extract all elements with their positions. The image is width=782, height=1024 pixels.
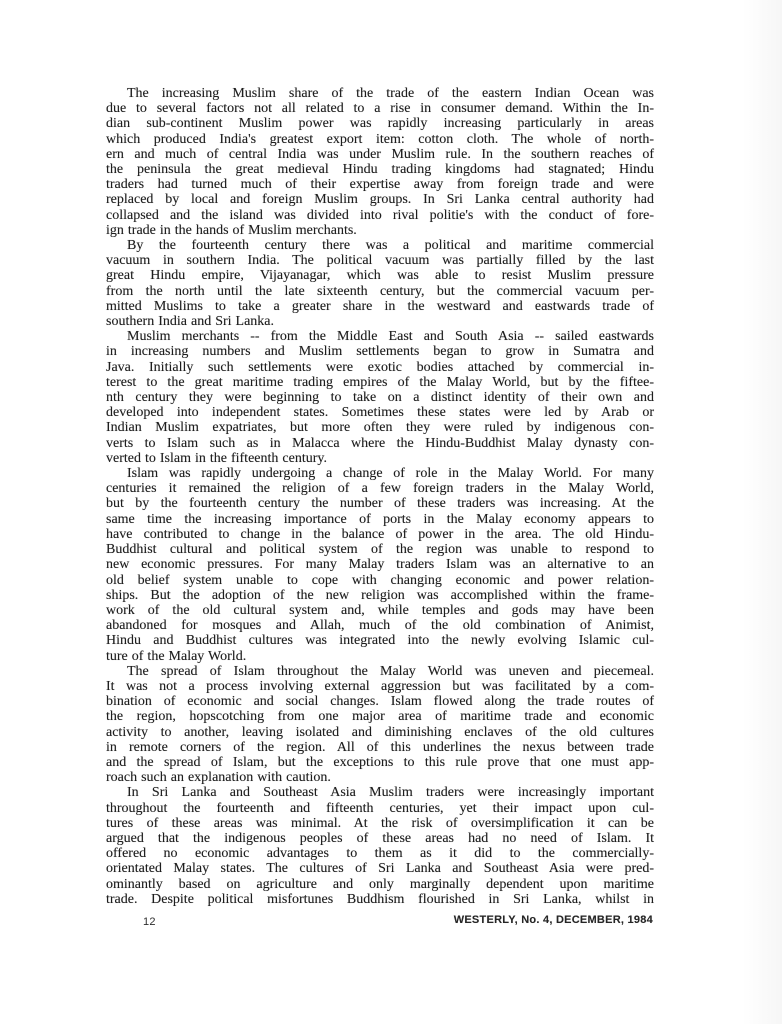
text-line: collapsed and the island was divided into rival politie's with the conduct of fore- <box>106 207 654 223</box>
text-line: Muslim merchants -- from the Middle East and South Asia -- sailed eastwards <box>127 329 654 345</box>
text-line: ominantly based on agriculture and only marginally dependent upon maritime <box>106 876 654 892</box>
text-line: offered no economic advantages to them as it did to the commercially- <box>106 846 654 862</box>
text-line: have contributed to change in the balance of power in the area. The old Hindu- <box>106 526 654 542</box>
text-line: ern and much of central India was under Muslim rule. In the southern reaches of <box>106 146 654 162</box>
text-line: developed into independent states. Sometimes these states were led by Arab or <box>106 405 654 421</box>
paragraph <box>106 86 654 238</box>
text-line: and the spread of Islam, but the exceptions to this rule prove that one must app- <box>106 754 654 770</box>
text-line: old belief system unable to cope with changing economic and power relation- <box>106 572 654 588</box>
text-line: which produced India's greatest export item: cotton cloth. The whole of north- <box>106 131 654 147</box>
text-line: roach such an explanation with caution. <box>106 770 331 786</box>
text-line: in remote corners of the region. All of this underlines the nexus between trade <box>106 739 654 755</box>
text-line: tures of these areas was minimal. At the risk of oversimplification it can be <box>106 815 654 831</box>
paragraph <box>106 664 654 786</box>
text-line: nth century they were beginning to take on a distinct identity of their own and <box>106 390 654 406</box>
scan-edge-artifact <box>742 0 782 1024</box>
text-line: The spread of Islam throughout the Malay World was uneven and piecemeal. <box>127 663 654 679</box>
text-line: verted to Islam in the fifteenth century. <box>106 450 327 466</box>
text-line: vacuum in southern India. The political vacuum was partially filled by the last <box>106 253 654 269</box>
text-line: the peninsula the great medieval Hindu trading kingdoms had stagnated; Hindu <box>106 162 654 178</box>
text-line: ships. But the adoption of the new religion was accomplished within the frame- <box>106 587 654 603</box>
text-line: in increasing numbers and Muslim settlements began to grow in Sumatra and <box>106 344 654 360</box>
body-text <box>106 86 654 907</box>
text-line: ture of the Malay World. <box>106 648 247 664</box>
text-line: but by the fourteenth century the number of these traders was increasing. At the <box>106 496 654 512</box>
paragraph <box>106 785 654 907</box>
text-line: mitted Muslims to take a greater share in the westward and eastwards trade of <box>106 298 654 314</box>
text-line: bination of economic and social changes. Islam flowed along the trade routes of <box>106 694 654 710</box>
text-line: orientated Malay states. The cultures of Sri Lanka and Southeast Asia were pred- <box>106 861 654 877</box>
text-line: due to several factors not all related to a rise in consumer demand. Within the In- <box>106 101 654 117</box>
text-line: By the fourteenth century there was a political and maritime commercial <box>127 238 654 254</box>
text-line: In Sri Lanka and Southeast Asia Muslim traders were increasingly important <box>127 785 654 801</box>
text-line: the region, hopscotching from one major area of maritime trade and economic <box>106 709 654 725</box>
text-line: terest to the great maritime trading empires of the Malay World, but by the fiftee- <box>106 374 654 390</box>
text-line: southern India and Sri Lanka. <box>106 314 275 330</box>
text-line: Java. Initially such settlements were exotic bodies attached by commercial in- <box>106 359 654 375</box>
text-line: It was not a process involving external aggression but was facilitated by a com- <box>106 678 654 694</box>
paragraph <box>106 466 654 664</box>
page-footer <box>0 913 782 935</box>
text-line: Islam was rapidly undergoing a change of role in the Malay World. For many <box>127 466 654 482</box>
text-line: dian sub-continent Muslim power was rapidly increasing particularly in areas <box>106 116 654 132</box>
text-line: same time the increasing importance of ports in the Malay economy appears to <box>106 511 654 527</box>
text-line: abandoned for mosques and Allah, much of the old combination of Animist, <box>106 618 654 634</box>
text-line: replaced by local and foreign Muslim groups. In Sri Lanka central authority had <box>106 192 654 208</box>
text-line: activity to another, leaving isolated and diminishing enclaves of the old cultures <box>106 724 654 740</box>
text-line: centuries it remained the religion of a few foreign traders in the Malay World, <box>106 481 654 497</box>
text-line: from the north until the late sixteenth century, but the commercial vacuum per- <box>106 283 654 299</box>
text-line: Hindu and Buddhist cultures was integrated into the newly evolving Islamic cul- <box>106 633 654 649</box>
text-line: The increasing Muslim share of the trade of the eastern Indian Ocean was <box>127 86 654 101</box>
text-line: ign trade in the hands of Muslim merchants. <box>106 222 357 238</box>
text-line: Buddhist cultural and political system of the region was unable to respond to <box>106 542 654 558</box>
text-line: argued that the indigenous peoples of these areas had no need of Islam. It <box>106 830 654 846</box>
text-line: great Hindu empire, Vijayanagar, which was able to resist Muslim pressure <box>106 268 654 284</box>
text-line: throughout the fourteenth and fifteenth centuries, yet their impact upon cul- <box>106 800 654 816</box>
text-line: traders had turned much of their expertise away from foreign trade and were <box>106 177 654 193</box>
page-number: 12 <box>143 916 156 928</box>
text-line: new economic pressures. For many Malay traders Islam was an alternative to an <box>106 557 654 573</box>
text-line: Indian Muslim expatriates, but more often they were ruled by indigenous con- <box>106 420 654 436</box>
text-line: verts to Islam such as in Malacca where the Hindu-Buddhist Malay dynasty con- <box>106 435 654 451</box>
paragraph <box>106 329 654 466</box>
text-line: trade. Despite political misfortunes Buddhism flourished in Sri Lanka, whilst in <box>106 891 654 907</box>
paragraph <box>106 238 654 329</box>
journal-citation: WESTERLY, No. 4, DECEMBER, 1984 <box>453 914 653 926</box>
text-line: work of the old cultural system and, while temples and gods may have been <box>106 602 654 618</box>
